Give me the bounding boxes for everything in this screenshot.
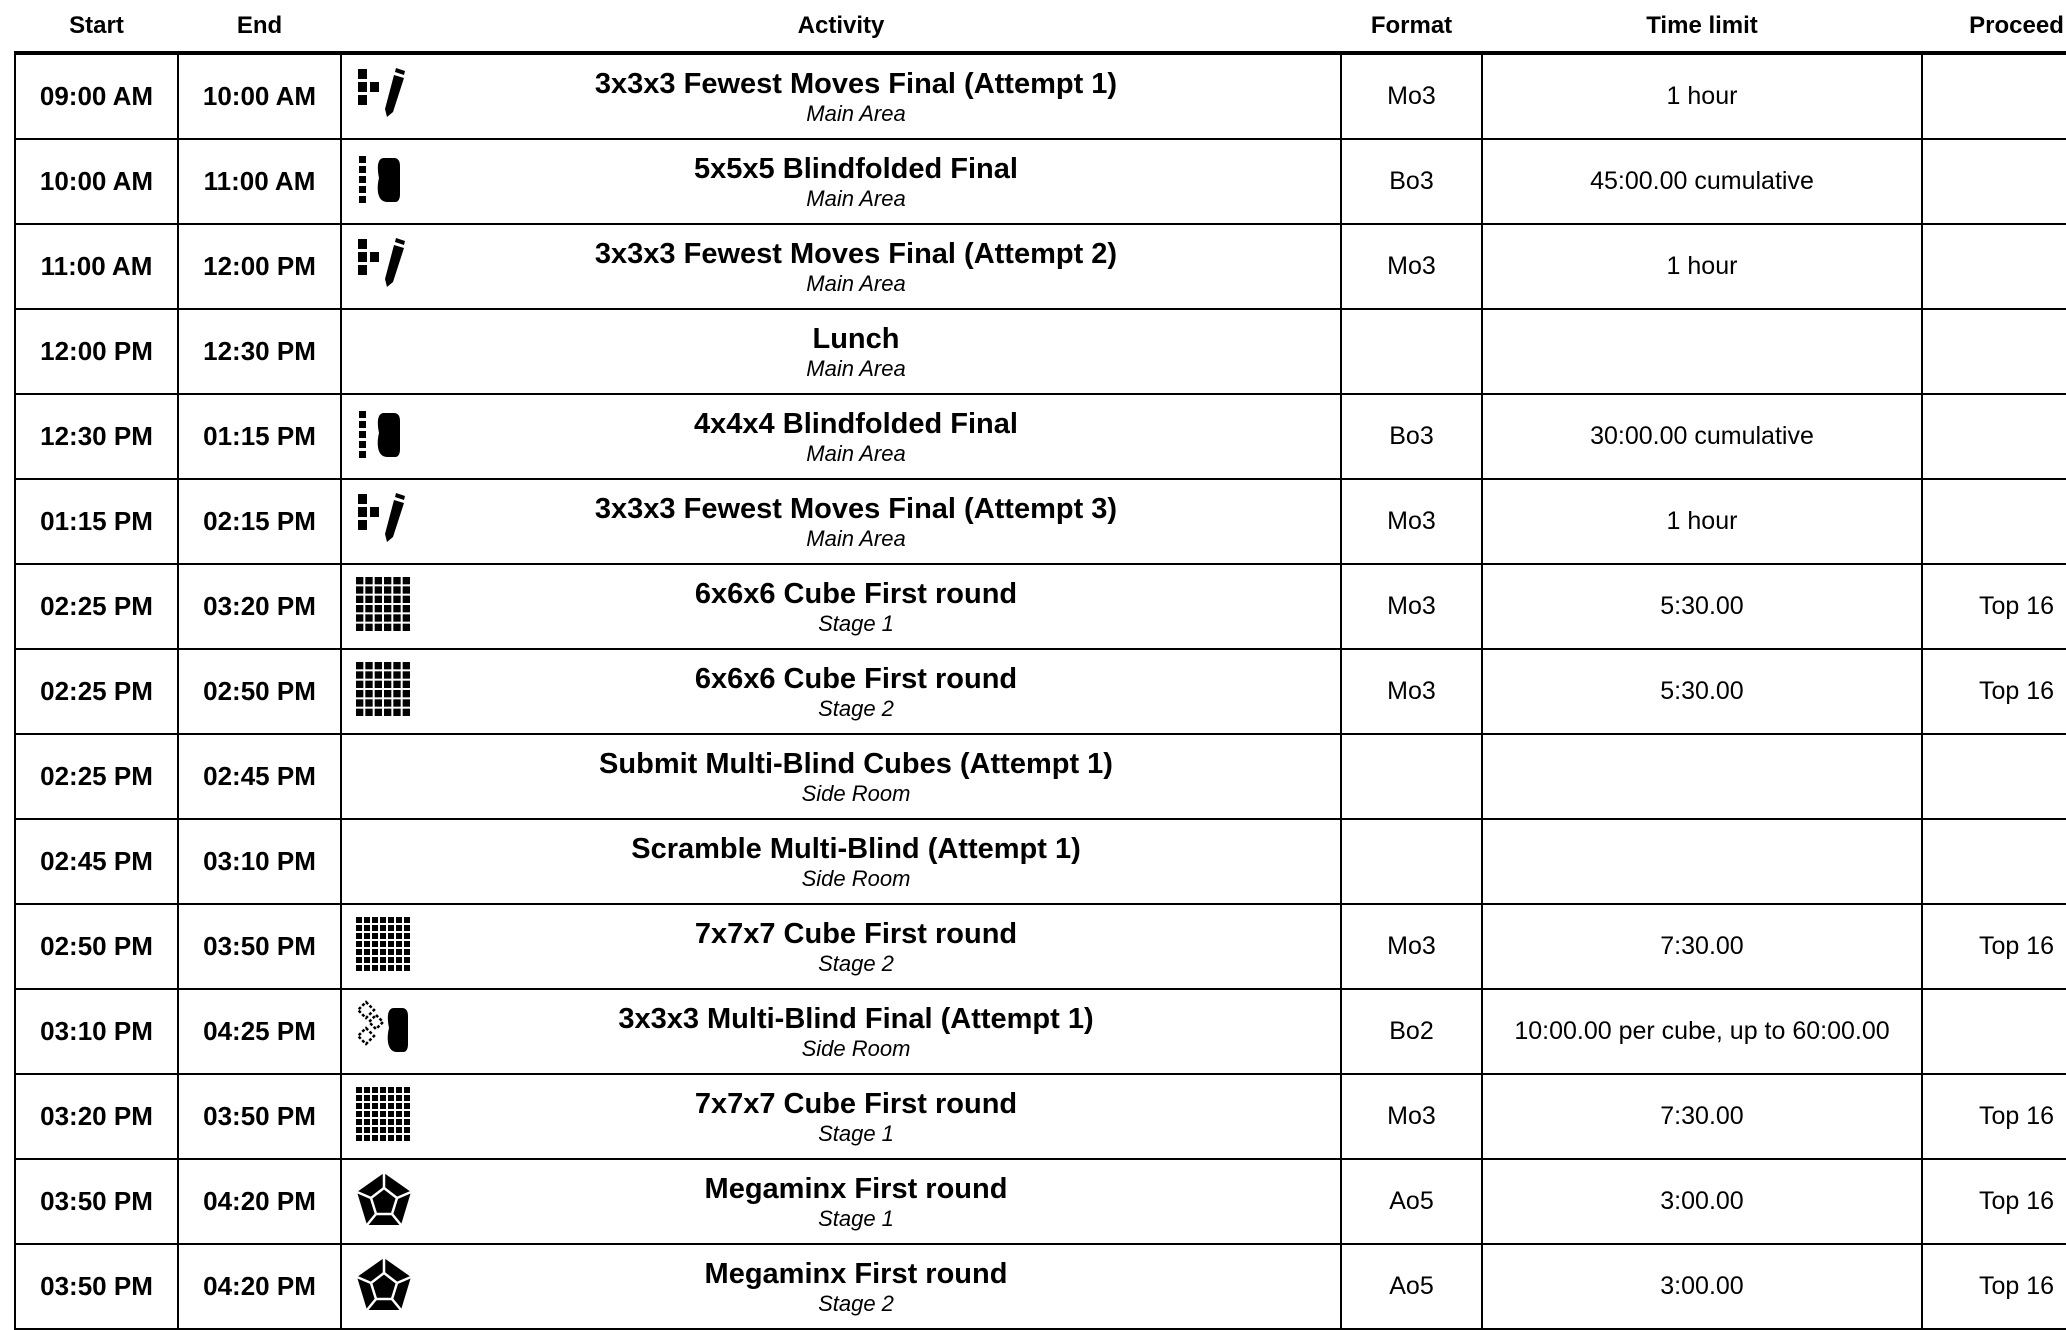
activity-title: 6x6x6 Cube First round: [694, 577, 1018, 610]
activity-title: 3x3x3 Fewest Moves Final (Attempt 1): [594, 67, 1118, 100]
fewest-moves-icon: [354, 490, 414, 550]
format-cell: [1341, 309, 1482, 394]
header-activity: Activity: [341, 0, 1341, 53]
activity-room: Side Room: [801, 865, 911, 891]
activity-room: Main Area: [806, 440, 906, 466]
format-cell: [1341, 819, 1482, 904]
table-row: [15, 904, 2066, 989]
time-limit-cell: 7:30.00: [1482, 1074, 1922, 1159]
activity-room: Side Room: [801, 780, 911, 806]
format-cell: Mo3: [1341, 904, 1482, 989]
format-cell: Mo3: [1341, 1074, 1482, 1159]
activity-room: Stage 1: [818, 610, 894, 636]
proceed-cell: [1922, 989, 2066, 1074]
activity-room: Main Area: [806, 270, 906, 296]
end-time-cell: 12:30 PM: [178, 309, 341, 394]
activity-room: Stage 1: [818, 1120, 894, 1146]
end-time-cell: 11:00 AM: [178, 139, 341, 224]
start-time-cell: 12:30 PM: [15, 394, 178, 479]
start-time-cell: 12:00 PM: [15, 309, 178, 394]
activity-room: Stage 1: [818, 1205, 894, 1231]
start-time-cell: 09:00 AM: [15, 53, 178, 139]
start-time-cell: 02:50 PM: [15, 904, 178, 989]
time-limit-cell: 45:00.00 cumulative: [1482, 139, 1922, 224]
activity-title: Submit Multi-Blind Cubes (Attempt 1): [599, 747, 1113, 780]
format-cell: Bo3: [1341, 139, 1482, 224]
schedule-rows: [15, 53, 2066, 1329]
activity-cell: [341, 649, 1341, 734]
table-row: [15, 1244, 2066, 1329]
cube-7x7-icon: [354, 915, 414, 975]
start-time-cell: 10:00 AM: [15, 139, 178, 224]
start-time-cell: 03:50 PM: [15, 1244, 178, 1329]
activity-cell: [341, 904, 1341, 989]
end-time-cell: 02:50 PM: [178, 649, 341, 734]
table-row: [15, 224, 2066, 309]
header-format: Format: [1341, 0, 1482, 53]
blindfolded-icon: [354, 150, 414, 210]
megaminx-icon: [354, 1170, 414, 1230]
start-time-cell: 11:00 AM: [15, 224, 178, 309]
format-cell: Mo3: [1341, 53, 1482, 139]
table-row: [15, 394, 2066, 479]
start-time-cell: 01:15 PM: [15, 479, 178, 564]
fewest-moves-icon: [354, 65, 414, 125]
time-limit-cell: 3:00.00: [1482, 1244, 1922, 1329]
proceed-cell: Top 16: [1922, 649, 2066, 734]
megaminx-icon: [354, 1255, 414, 1315]
start-time-cell: 02:25 PM: [15, 564, 178, 649]
time-limit-cell: 5:30.00: [1482, 564, 1922, 649]
time-limit-cell: 7:30.00: [1482, 904, 1922, 989]
table-row: [15, 53, 2066, 139]
format-cell: Mo3: [1341, 564, 1482, 649]
end-time-cell: 01:15 PM: [178, 394, 341, 479]
format-cell: Mo3: [1341, 649, 1482, 734]
time-limit-cell: [1482, 819, 1922, 904]
header-row: [15, 0, 2066, 53]
cube-6x6-icon: [354, 660, 414, 720]
format-cell: [1341, 734, 1482, 819]
activity-room: Main Area: [806, 185, 906, 211]
header-time-limit: Time limit: [1482, 0, 1922, 53]
time-limit-cell: [1482, 734, 1922, 819]
time-limit-cell: [1482, 309, 1922, 394]
end-time-cell: 03:50 PM: [178, 1074, 341, 1159]
activity-title: 3x3x3 Fewest Moves Final (Attempt 3): [594, 492, 1118, 525]
proceed-cell: [1922, 394, 2066, 479]
proceed-cell: [1922, 224, 2066, 309]
activity-room: Main Area: [806, 355, 906, 381]
time-limit-cell: 10:00.00 per cube, up to 60:00.00: [1482, 989, 1922, 1074]
end-time-cell: 10:00 AM: [178, 53, 341, 139]
fewest-moves-icon: [354, 235, 414, 295]
proceed-cell: Top 16: [1922, 1074, 2066, 1159]
table-row: [15, 479, 2066, 564]
table-row: [15, 734, 2066, 819]
activity-title: 3x3x3 Fewest Moves Final (Attempt 2): [594, 237, 1118, 270]
activity-cell: [341, 734, 1341, 819]
activity-cell: [341, 1074, 1341, 1159]
start-time-cell: 03:10 PM: [15, 989, 178, 1074]
start-time-cell: 02:25 PM: [15, 649, 178, 734]
cube-7x7-icon: [354, 1085, 414, 1145]
activity-title: Megaminx First round: [704, 1257, 1008, 1290]
header-end: End: [178, 0, 341, 53]
activity-title: Megaminx First round: [704, 1172, 1008, 1205]
activity-cell: [341, 53, 1341, 139]
start-time-cell: 03:20 PM: [15, 1074, 178, 1159]
schedule-table: [14, 0, 2066, 1330]
activity-room: Stage 2: [818, 1290, 894, 1316]
end-time-cell: 03:10 PM: [178, 819, 341, 904]
end-time-cell: 04:20 PM: [178, 1159, 341, 1244]
format-cell: Mo3: [1341, 479, 1482, 564]
start-time-cell: 02:45 PM: [15, 819, 178, 904]
activity-cell: [341, 224, 1341, 309]
table-row: [15, 564, 2066, 649]
table-row: [15, 989, 2066, 1074]
proceed-cell: [1922, 53, 2066, 139]
activity-cell: [341, 309, 1341, 394]
multi-blind-icon: [354, 1000, 414, 1060]
table-row: [15, 309, 2066, 394]
end-time-cell: 04:25 PM: [178, 989, 341, 1074]
proceed-cell: [1922, 479, 2066, 564]
header-proceed: Proceed: [1922, 0, 2066, 53]
activity-room: Main Area: [806, 100, 906, 126]
time-limit-cell: 5:30.00: [1482, 649, 1922, 734]
start-time-cell: 03:50 PM: [15, 1159, 178, 1244]
proceed-cell: Top 16: [1922, 1159, 2066, 1244]
table-row: [15, 139, 2066, 224]
end-time-cell: 04:20 PM: [178, 1244, 341, 1329]
activity-room: Side Room: [801, 1035, 911, 1061]
activity-cell: [341, 1159, 1341, 1244]
end-time-cell: 03:50 PM: [178, 904, 341, 989]
format-cell: Mo3: [1341, 224, 1482, 309]
activity-room: Main Area: [806, 525, 906, 551]
activity-room: Stage 2: [818, 695, 894, 721]
proceed-cell: [1922, 734, 2066, 819]
proceed-cell: [1922, 309, 2066, 394]
cube-6x6-icon: [354, 575, 414, 635]
activity-title: 3x3x3 Multi-Blind Final (Attempt 1): [618, 1002, 1094, 1035]
activity-cell: [341, 139, 1341, 224]
activity-title: 4x4x4 Blindfolded Final: [694, 407, 1018, 440]
table-row: [15, 1159, 2066, 1244]
activity-cell: [341, 479, 1341, 564]
table-row: [15, 649, 2066, 734]
format-cell: Bo3: [1341, 394, 1482, 479]
time-limit-cell: 1 hour: [1482, 53, 1922, 139]
activity-cell: [341, 989, 1341, 1074]
activity-room: Stage 2: [818, 950, 894, 976]
proceed-cell: Top 16: [1922, 1244, 2066, 1329]
time-limit-cell: 30:00.00 cumulative: [1482, 394, 1922, 479]
format-cell: Ao5: [1341, 1159, 1482, 1244]
activity-title: 7x7x7 Cube First round: [694, 917, 1018, 950]
format-cell: Ao5: [1341, 1244, 1482, 1329]
end-time-cell: 12:00 PM: [178, 224, 341, 309]
activity-cell: [341, 1244, 1341, 1329]
table-row: [15, 1074, 2066, 1159]
end-time-cell: 03:20 PM: [178, 564, 341, 649]
blindfolded-icon: [354, 405, 414, 465]
time-limit-cell: 1 hour: [1482, 224, 1922, 309]
activity-cell: [341, 819, 1341, 904]
end-time-cell: 02:15 PM: [178, 479, 341, 564]
activity-cell: [341, 564, 1341, 649]
activity-title: 6x6x6 Cube First round: [694, 662, 1018, 695]
activity-cell: [341, 394, 1341, 479]
activity-title: Scramble Multi-Blind (Attempt 1): [631, 832, 1081, 865]
header-start: Start: [15, 0, 178, 53]
proceed-cell: Top 16: [1922, 904, 2066, 989]
format-cell: Bo2: [1341, 989, 1482, 1074]
activity-title: 5x5x5 Blindfolded Final: [694, 152, 1018, 185]
proceed-cell: [1922, 819, 2066, 904]
activity-title: 7x7x7 Cube First round: [694, 1087, 1018, 1120]
start-time-cell: 02:25 PM: [15, 734, 178, 819]
table-row: [15, 819, 2066, 904]
proceed-cell: [1922, 139, 2066, 224]
proceed-cell: Top 16: [1922, 564, 2066, 649]
time-limit-cell: 3:00.00: [1482, 1159, 1922, 1244]
end-time-cell: 02:45 PM: [178, 734, 341, 819]
activity-title: Lunch: [812, 322, 900, 355]
time-limit-cell: 1 hour: [1482, 479, 1922, 564]
